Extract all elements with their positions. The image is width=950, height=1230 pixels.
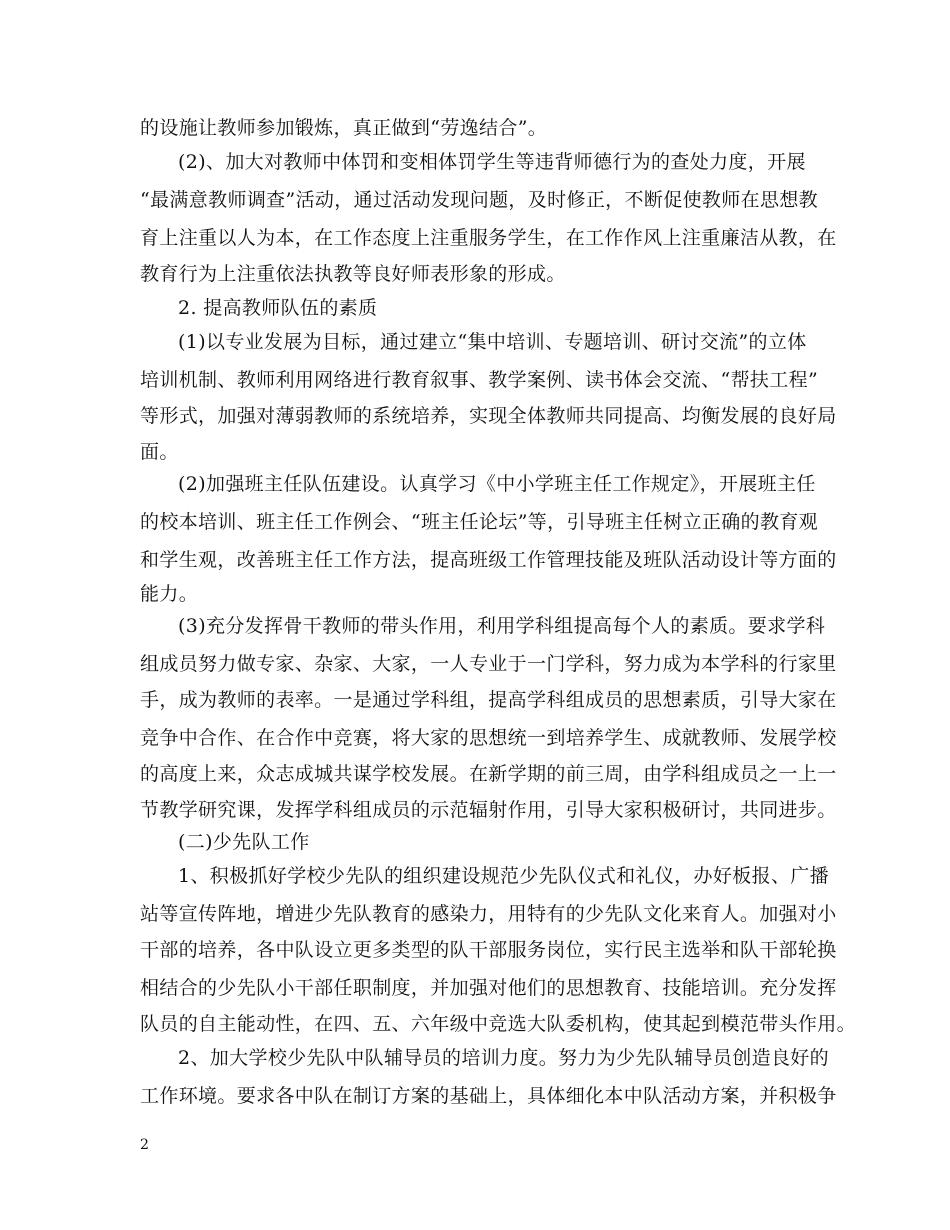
- text-line: 教育行为上注重依法执教等良好师表形象的形成。: [140, 263, 566, 285]
- text-line: “最满意教师调查”活动，通过活动发现问题，及时修正，不断促使教师在思想教: [140, 189, 819, 211]
- page-number: 2: [140, 1137, 149, 1153]
- text-line: 面。: [140, 441, 179, 463]
- text-line: 竞争中合作、在合作中竞赛，将大家的思想统一到培养学生、成就教师、发展学校: [140, 727, 837, 749]
- text-line: 节教学研究课，发挥学科组成员的示范辐射作用，引导大家积极研讨，共同进步。: [140, 799, 837, 821]
- text-line: (3)充分发挥骨干教师的带头作用，利用学科组提高每个人的素质。要求学科: [178, 615, 826, 637]
- text-line: 相结合的少先队小干部任职制度，并加强对他们的思想教育、技能培训。充分发挥: [140, 977, 837, 999]
- text-line: 1、积极抓好学校少先队的组织建设规范少先队仪式和礼仪，办好板报、广播: [178, 865, 829, 887]
- text-line: 队员的自主能动性，在四、五、六年级中竞选大队委机构，使其起到模范带头作用。: [140, 1013, 856, 1035]
- text-line: (1)以专业发展为目标，通过建立“集中培训、专题培训、研讨交流”的立体: [178, 331, 807, 353]
- text-line: 组成员努力做专家、杂家、大家，一人专业于一门学科，努力成为本学科的行家里: [140, 653, 837, 675]
- text-line: 的高度上来，众志成城共谋学校发展。在新学期的前三周，由学科组成员之一上一: [140, 763, 837, 785]
- text-line: 培训机制、教师利用网络进行教育叙事、教学案例、读书体会交流、“帮扶工程”: [140, 369, 819, 391]
- section-heading: 2. 提高教师队伍的素质: [178, 297, 378, 319]
- text-line: 干部的培养，各中队设立更多类型的队干部服务岗位，实行民主选举和队干部轮换: [140, 939, 837, 961]
- text-line: 等形式，加强对薄弱教师的系统培养，实现全体教师共同提高、均衡发展的良好局: [140, 405, 837, 427]
- text-line: 和学生观，改善班主任工作方法，提高班级工作管理技能及班队活动设计等方面的: [140, 549, 837, 571]
- section-heading: (二)少先队工作: [178, 831, 310, 853]
- text-line: 育上注重以人为本，在工作态度上注重服务学生，在工作作风上注重廉洁从教，在: [140, 227, 837, 249]
- text-line: 能力。: [140, 583, 199, 605]
- text-line: 工作环境。要求各中队在制订方案的基础上，具体细化本中队活动方案，并积极争: [140, 1085, 837, 1107]
- text-line: (2)加强班主任队伍建设。认真学习《中小学班主任工作规定》，开展班主任: [178, 473, 816, 495]
- text-line: 的校本培训、班主任工作例会、“班主任论坛”等，引导班主任树立正确的教育观: [140, 511, 819, 533]
- text-line: 的设施让教师参加锻炼，真正做到“劳逸结合”。: [140, 117, 548, 139]
- text-line: 站等宣传阵地，增进少先队教育的感染力，用特有的少先队文化来育人。加强对小: [140, 903, 837, 925]
- text-line: 手，成为教师的表率。一是通过学科组，提高学科组成员的思想素质，引导大家在: [140, 689, 837, 711]
- text-line: (2)、加大对教师中体罚和变相体罚学生等违背师德行为的查处力度，开展: [178, 151, 806, 173]
- text-line: 2、加大学校少先队中队辅导员的培训力度。努力为少先队辅导员创造良好的: [178, 1047, 829, 1069]
